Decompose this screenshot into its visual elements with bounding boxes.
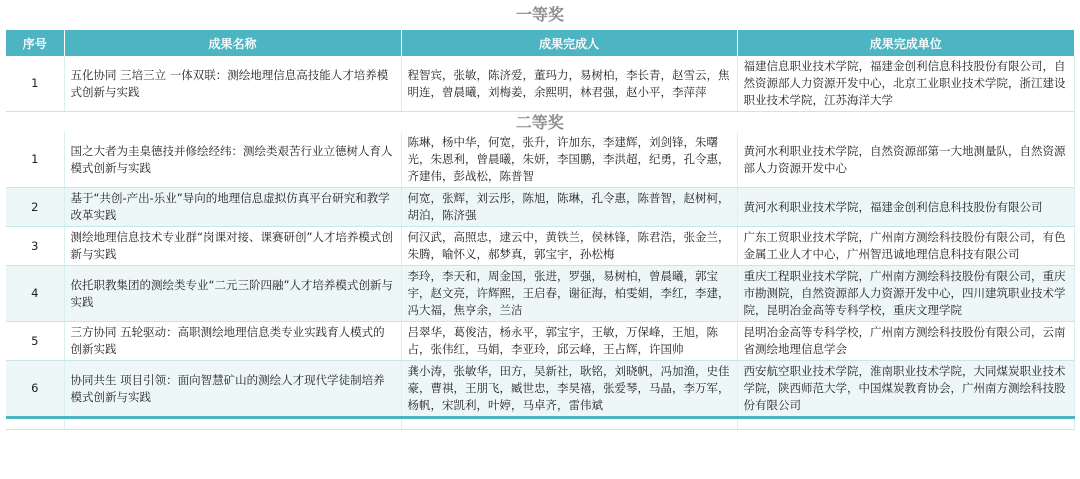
table-row — [6, 56, 1074, 112]
table-header-row — [6, 30, 1074, 56]
table-footer-row — [6, 418, 1074, 430]
row-name: 基于“共创-产出-乐业”导向的地理信息虚拟仿真平台研究和教学改革实践 — [64, 188, 401, 227]
row-units: 广东工贸职业技术学院，广州南方测绘科技股份有限公司，有色金属工业人才中心，广州智迅诚地理信息科技有限公司 — [737, 227, 1074, 266]
header-name: 成果名称 — [64, 30, 401, 56]
row-no: 1 — [6, 56, 64, 112]
footer-cell — [737, 418, 1074, 430]
row-units: 福建信息职业技术学院，福建金创利信息科技股份有限公司，自然资源部人力资源开发中心，北京工业职业技术学院，浙江建设职业技术学院，江苏海洋大学 — [737, 56, 1074, 112]
header-no: 序号 — [6, 30, 64, 56]
row-name: 协同共生 项目引领：面向智慧矿山的测绘人才现代学徒制培养模式创新与实践 — [64, 361, 401, 418]
second-prize-title: 二等奖 — [6, 112, 1074, 133]
row-no: 6 — [6, 361, 64, 418]
row-people: 程智宾，张敏，陈济爱，董玛力，易树柏，李长青，赵雪云，焦明连，曾晨曦，刘梅姜，余熙明，林君强，赵小平，李萍萍 — [401, 56, 737, 112]
header-people: 成果完成人 — [401, 30, 737, 56]
row-people: 陈琳，杨中华，何宽，张升，许加东，李建辉，刘剑锋，朱曙光，朱恩利，曾晨曦，朱妍，李国鹏，李洪超，纪勇，孔令惠，齐建伟，彭战松，陈普智 — [401, 132, 737, 188]
row-people: 何汉武，高照忠，逮云中，黄铁兰，侯林锋，陈君浩，张金兰，朱腾，喻怀义，郝梦真，郭宝宇，孙松梅 — [401, 227, 737, 266]
footer-cell — [401, 418, 737, 430]
row-units: 西安航空职业技术学院，淮南职业技术学院，大同煤炭职业技术学院，陕西师范大学，中国煤炭教育协会，广州南方测绘科技股份有限公司 — [737, 361, 1074, 418]
row-people: 龚小涛，张敏华，田方，吴新社，耿铭，刘晓帆，冯加渔，史佳豪，曹祺，王朋飞，臧世忠，李昊禧，张爱琴，马晶，李万军，杨帆，宋凯利，叶婷，马卓齐，雷伟斌 — [401, 361, 737, 418]
table-row — [6, 361, 1074, 418]
award-table — [6, 30, 1075, 430]
row-name: 五化协同 三培三立 一体双联：测绘地理信息高技能人才培养模式创新与实践 — [64, 56, 401, 112]
table-row — [6, 322, 1074, 361]
table-row — [6, 266, 1074, 322]
table-row — [6, 188, 1074, 227]
row-units: 重庆工程职业技术学院，广州南方测绘科技股份有限公司，重庆市勘测院，自然资源部人力资源开发中心，四川建筑职业技术学院，昆明冶金高等专科学校，重庆文理学院 — [737, 266, 1074, 322]
row-no: 5 — [6, 322, 64, 361]
row-no: 2 — [6, 188, 64, 227]
footer-cell — [6, 418, 64, 430]
row-no: 4 — [6, 266, 64, 322]
second-prize-section-row — [6, 112, 1074, 133]
row-name: 三方协同 五轮驱动：高职测绘地理信息类专业实践育人模式的创新实践 — [64, 322, 401, 361]
row-no: 1 — [6, 132, 64, 188]
row-name: 依托职教集团的测绘类专业“二元三阶四融”人才培养模式创新与实践 — [64, 266, 401, 322]
header-units: 成果完成单位 — [737, 30, 1074, 56]
row-units: 昆明冶金高等专科学校，广州南方测绘科技股份有限公司，云南省测绘地理信息学会 — [737, 322, 1074, 361]
footer-cell — [64, 418, 401, 430]
row-name: 国之大者为圭臬德技并修绘经纬：测绘类艰苦行业立德树人育人模式创新与实践 — [64, 132, 401, 188]
row-people: 吕翠华，葛俊洁，杨永平，郭宝宇，王敏，万保峰，王旭，陈占，张伟红，马娟，李亚玲，邱云峰，王占辉，许国帅 — [401, 322, 737, 361]
row-people: 李玲，李天和，周金国，张进，罗强，易树柏，曾晨曦，郭宝宇，赵文亮，许辉熙，王启春，谢征海，柏雯娟，李红，李建，冯大福，焦亨余，兰洁 — [401, 266, 737, 322]
row-no: 3 — [6, 227, 64, 266]
row-units: 黄河水利职业技术学院，自然资源部第一大地测量队，自然资源部人力资源开发中心 — [737, 132, 1074, 188]
row-people: 何宽，张辉，刘云彤，陈旭，陈琳，孔令惠，陈普智，赵树柯，胡泊，陈济强 — [401, 188, 737, 227]
table-row — [6, 132, 1074, 188]
table-row — [6, 227, 1074, 266]
row-units: 黄河水利职业技术学院，福建金创利信息科技股份有限公司 — [737, 188, 1074, 227]
row-name: 测绘地理信息技术专业群“岗课对接、课赛研创”人才培养模式创新与实践 — [64, 227, 401, 266]
first-prize-title: 一等奖 — [515, 5, 564, 24]
